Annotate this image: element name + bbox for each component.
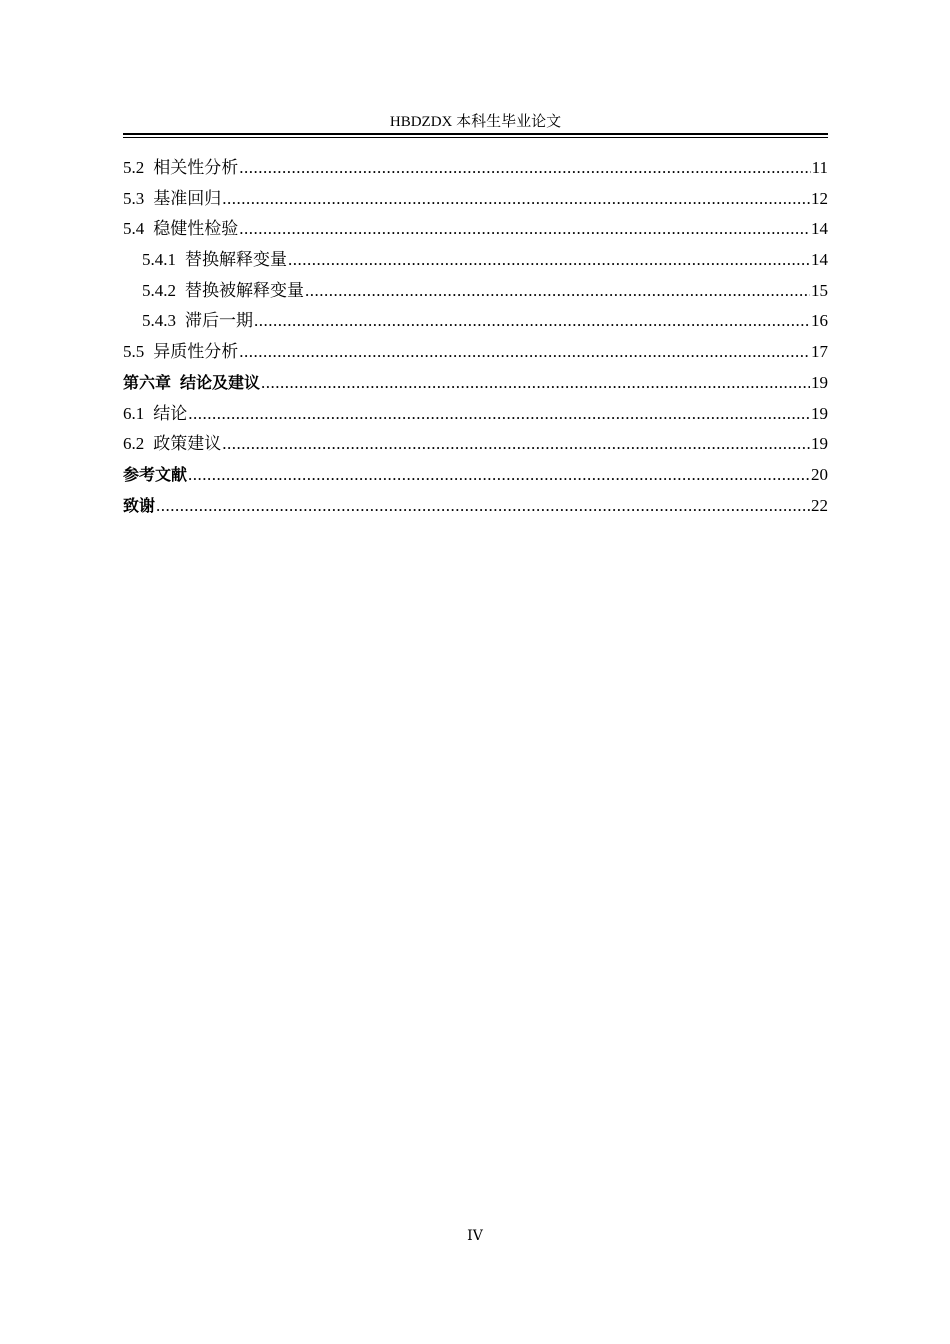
toc-entry-references[interactable]: [123, 460, 828, 491]
toc-entry-number: 第六章: [123, 372, 172, 392]
toc-entry-title: 稳健性检验: [153, 219, 239, 239]
toc-entry-number: 5.4.2: [142, 280, 176, 300]
toc-entry-page: 22: [811, 495, 828, 515]
toc-entry-number: 5.4.1: [142, 250, 176, 270]
toc-entry-number: 5.3: [123, 188, 145, 208]
toc-entry-page: 19: [811, 434, 828, 454]
toc-entry-title: 基准回归: [153, 188, 222, 208]
dot-leader: [156, 491, 810, 522]
toc-entry-page: 11: [811, 158, 828, 177]
toc-entry-title: 参考文献: [123, 464, 188, 484]
dot-leader: [239, 337, 810, 368]
toc-entry-title: 结论及建议: [180, 372, 261, 392]
toc-entry-5-5[interactable]: [123, 337, 828, 368]
toc-entry-title: 滞后一期: [185, 311, 253, 331]
toc-entry-chapter-6[interactable]: [123, 368, 828, 399]
dot-leader: [261, 368, 810, 399]
toc-entry-title: 替换解释变量: [185, 250, 287, 270]
toc-entry-page: 14: [811, 219, 828, 239]
toc-entry-page: 19: [811, 372, 828, 392]
toc-entry-number: 6.2: [123, 434, 145, 454]
toc-entry-title: 结论: [153, 403, 188, 423]
dot-leader: [305, 276, 810, 307]
toc-entry-number: 5.4.3: [142, 311, 176, 331]
toc-entry-5-4-1[interactable]: [123, 245, 828, 276]
toc-entry-title: 致谢: [123, 495, 156, 515]
toc-entry-number: 5.4: [123, 219, 145, 239]
toc-entry-page: 19: [811, 403, 828, 423]
table-of-contents: [123, 153, 828, 521]
toc-entry-title: 异质性分析: [153, 342, 239, 362]
toc-entry-6-1[interactable]: [123, 399, 828, 430]
dot-leader: [288, 245, 810, 276]
toc-entry-5-2[interactable]: [123, 153, 828, 184]
toc-entry-title: 政策建议: [153, 434, 222, 454]
toc-entry-page: 17: [811, 342, 828, 362]
toc-entry-page: 12: [811, 188, 828, 208]
dot-leader: [239, 214, 810, 245]
dot-leader: [188, 460, 810, 491]
page-number: IV: [467, 1228, 483, 1244]
toc-entry-title: 相关性分析: [153, 158, 239, 177]
toc-entry-number: 5.5: [123, 342, 145, 362]
toc-entry-page: 16: [811, 311, 828, 331]
toc-entry-5-3[interactable]: [123, 184, 828, 215]
header-rule-thin: [123, 137, 828, 138]
toc-entry-acknowledgements[interactable]: [123, 491, 828, 522]
dot-leader: [222, 429, 810, 460]
toc-entry-page: 15: [811, 280, 828, 300]
toc-entry-6-2[interactable]: [123, 429, 828, 460]
running-header: HBDZDX 本科生毕业论文: [389, 114, 562, 130]
toc-entry-5-4-2[interactable]: [123, 276, 828, 307]
toc-entry-5-4-3[interactable]: [123, 306, 828, 337]
dot-leader: [239, 153, 810, 184]
dot-leader: [222, 184, 810, 215]
toc-entry-number: 5.2: [123, 158, 145, 177]
header-rule-thick: [123, 133, 828, 135]
dot-leader: [254, 306, 810, 337]
toc-entry-5-4[interactable]: [123, 214, 828, 245]
toc-entry-page: 14: [811, 250, 828, 270]
toc-entry-page: 20: [811, 464, 828, 484]
dot-leader: [188, 399, 810, 430]
toc-entry-title: 替换被解释变量: [185, 280, 304, 300]
toc-entry-number: 6.1: [123, 403, 145, 423]
